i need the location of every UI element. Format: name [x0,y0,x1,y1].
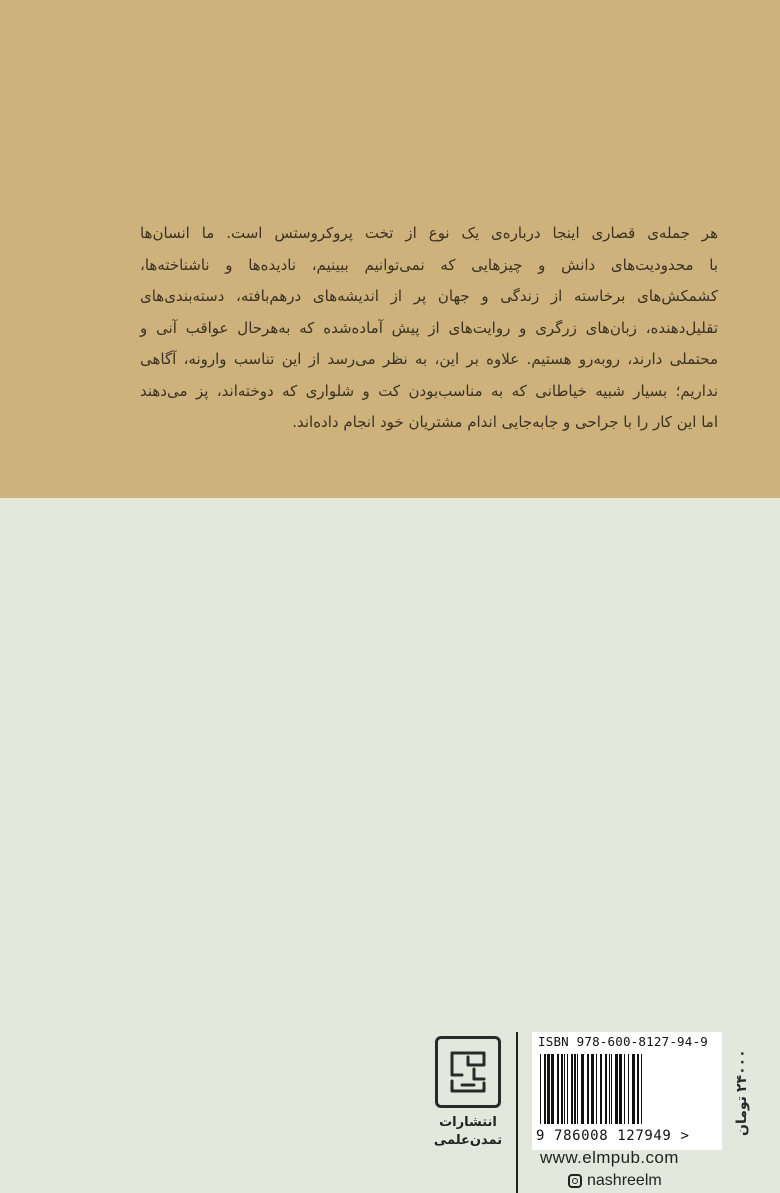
barcode-bar [567,1054,568,1124]
blurb-line: تقلیل‌دهنده، زبان‌های زرگری و روایت‌های از پیش آماده‌شده که به‌هرحال عواقب آنی و [140,318,718,337]
barcode-bar [611,1054,612,1124]
publisher-website[interactable]: www.elmpub.com [540,1148,679,1167]
publisher-name [434,1114,502,1150]
isbn-label: ISBN 978-600-8127-94-9 [538,1034,708,1049]
blurb-line: با محدودیت‌های دانش و چیزهایی که نمی‌توانیم ببینیم، نادیده‌ها و ناشناخته‌ها، [140,255,718,274]
publisher-name-line2: تمدن‌علمی [433,1133,503,1148]
price-currency: تومان [734,1096,750,1137]
barcode-bar [624,1054,625,1124]
blurb-line: اما این کار را با جراحی و جابه‌جایی اندام مشتریان خود انجام داده‌اند. [292,413,718,431]
barcode-bar [587,1054,589,1124]
publisher-name-line1: انتشارات [439,1115,497,1130]
barcode-bar [628,1054,629,1124]
barcode-bar [561,1054,563,1124]
social-handle: nashreelm [587,1172,662,1189]
barcode-bar [547,1054,550,1124]
publisher-logo-block [425,1032,511,1192]
publisher-logo-icon [435,1036,501,1108]
instagram-icon [568,1174,582,1188]
barcode-bar [551,1054,554,1124]
price-label [722,1038,762,1148]
barcode-bar [544,1054,546,1124]
barcode-bar [641,1054,642,1124]
barcode-digits [536,1128,690,1144]
vertical-divider [516,1032,518,1193]
barcode-bar [557,1054,559,1124]
barcode-bar [540,1054,541,1124]
barcode-bars [538,1054,714,1126]
blurb-line: کشمکش‌های برخاسته از زندگی و جهان پر از اندیشه‌های درهم‌بافته، دسته‌بندی‌های [140,287,718,305]
social-handle-row[interactable] [568,1172,662,1190]
barcode-bar [564,1054,565,1124]
blurb-line: محتملی دارند، روبه‌رو هستیم. علاوه بر این، به نظر می‌رسد از این تناسب وارونه، آگاهی [140,350,718,368]
barcode-bar [600,1054,602,1124]
barcode-bar [619,1054,622,1124]
barcode-bar [632,1054,635,1124]
barcode-bar [574,1054,576,1124]
barcode-bar [581,1054,584,1124]
barcode-bar [605,1054,607,1124]
barcode-bar [615,1054,618,1124]
barcode-number: 9 786008 127949 [536,1128,672,1144]
barcode-bar [609,1054,610,1124]
barcode-bar [596,1054,597,1124]
back-cover-blurb [140,218,718,439]
blurb-line: هر جمله‌ی قصاری اینجا درباره‌ی یک نوع از تخت پروکروستس است. ما انسان‌ها [140,224,718,242]
barcode-bar [637,1054,639,1124]
blurb-line: نداریم؛ بسیار شبیه خیاطانی که به مناسب‌بودن کت و شلواری که دوخته‌اند، پز می‌دهند [140,381,718,400]
barcode-arrow: > [680,1128,690,1144]
isbn-barcode [532,1032,722,1150]
price-amount: ۲۴۰۰۰ [734,1049,750,1093]
barcode-bar [571,1054,573,1124]
barcode-bar [591,1054,594,1124]
barcode-bar [577,1054,578,1124]
